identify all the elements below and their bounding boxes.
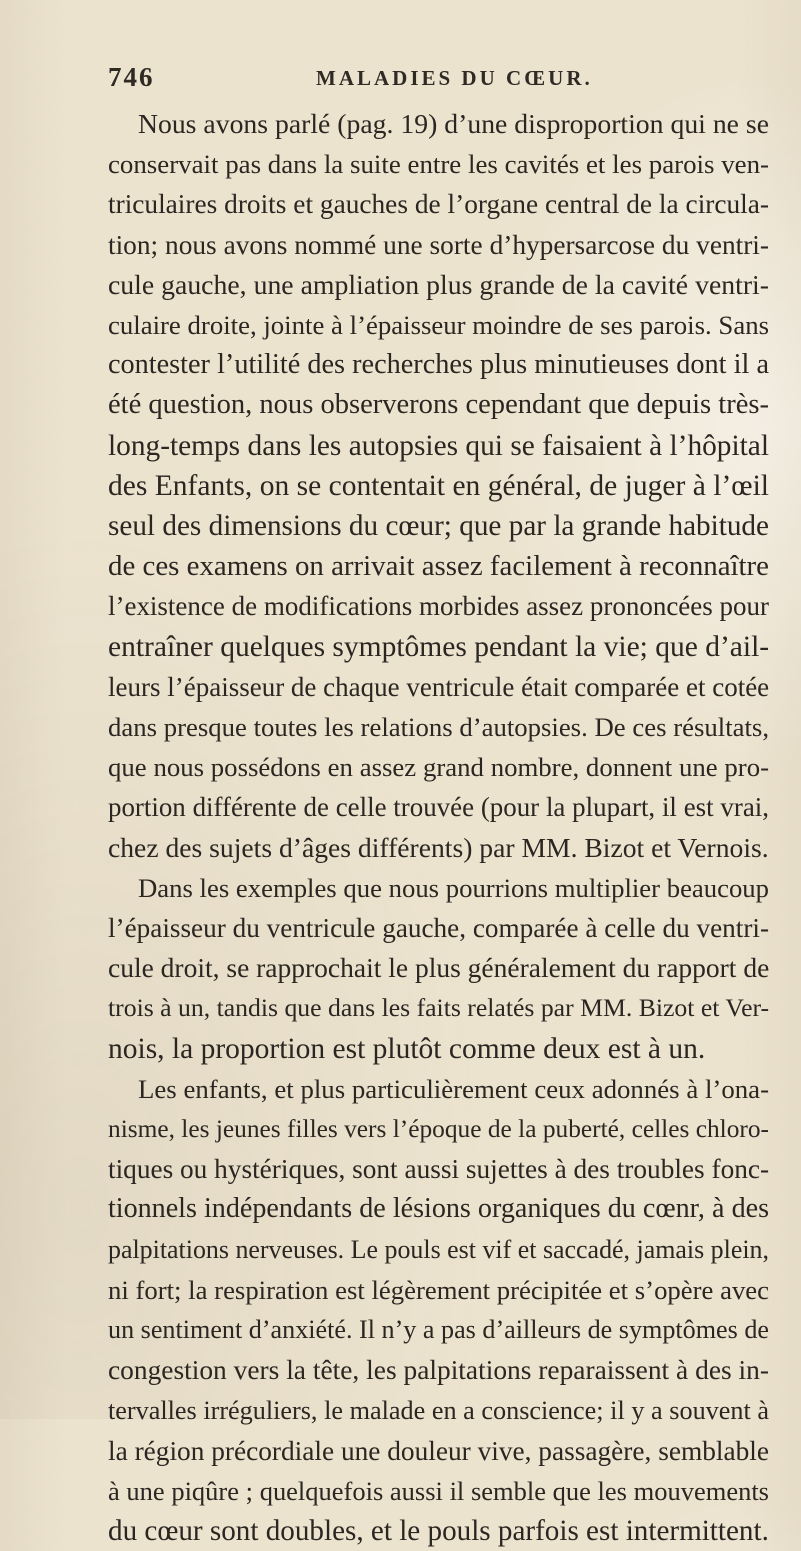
text-line: contester l’utilité des recherches plus minutieuses dont il a <box>108 349 769 381</box>
paragraph-2 <box>108 868 769 1069</box>
text-line: chez des sujets d’âges différents) par MM. Bizot et Vernois. <box>108 831 769 863</box>
text-line: Les enfants, et plus particulièrement ceux adonnés à l’ona- <box>138 1073 769 1104</box>
text-line: des Enfants, on se contentait en général, de juger à l’œil <box>108 469 769 502</box>
body-text <box>108 104 769 1551</box>
text-line: Nous avons parlé (pag. 19) d’une disproportion qui ne se <box>138 108 769 139</box>
running-head <box>108 62 769 102</box>
text-line: long-temps dans les autopsies qui se faisaient à l’hôpital <box>108 429 769 462</box>
text-line: palpitations nerveuses. Le pouls est vif et saccadé, jamais plein, <box>108 1234 769 1264</box>
text-line: cule droit, se rapprochait le plus généralement du rapport de <box>108 952 770 984</box>
text-line: portion différente de celle trouvée (pour la plupart, il est vrai, <box>108 792 769 823</box>
text-line: tervalles irréguliers, le malade en a conscience; il y a souvent à <box>108 1395 769 1425</box>
text-line: trois à un, tandis que dans les faits relatés par MM. Bizot et Ver- <box>108 993 770 1023</box>
running-title: MALADIES DU CŒUR. <box>316 66 593 90</box>
text-line: culaire droite, jointe à l’épaisseur moindre de ses parois. Sans <box>108 310 769 341</box>
page-number: 746 <box>108 62 155 92</box>
text-line: l’existence de modifications morbides assez prononcées pour <box>108 591 769 622</box>
text-line: tion; nous avons nommé une sorte d’hypersarcose du ventri- <box>108 229 769 260</box>
text-line: de ces examens on arrivait assez facilement à reconnaître <box>108 550 769 583</box>
text-line: leurs l’épaisseur de chaque ventricule était comparée et cotée <box>108 671 770 702</box>
text-line: l’épaisseur du ventricule gauche, comparée à celle du ventri- <box>108 913 769 944</box>
text-line: conservait pas dans la suite entre les cavités et les parois ven- <box>108 149 769 180</box>
text-line: ni fort; la respiration est légèrement précipitée et s’opère avec <box>108 1274 769 1305</box>
text-line: congestion vers la tête, les palpitations reparaissent à des in- <box>108 1355 769 1386</box>
text-line: été question, nous observerons cependant que depuis très- <box>108 389 769 421</box>
text-line: seul des dimensions du cœur; que par la grande habitude <box>108 510 769 543</box>
text-line: Dans les exemples que nous pourrions multiplier beaucoup <box>138 872 769 903</box>
text-line: un sentiment d’anxiété. Il n’y a pas d’ailleurs de symptômes de <box>108 1315 769 1345</box>
paragraph-1 <box>108 104 769 868</box>
text-line: tionnels indépendants de lésions organiques du cœnr, à des <box>108 1193 769 1225</box>
text-line: tiques ou hystériques, sont aussi sujettes à des troubles fonc- <box>108 1154 770 1185</box>
paragraph-3 <box>108 1069 769 1551</box>
text-line: la région précordiale une douleur vive, passagère, semblable <box>108 1435 769 1466</box>
text-line: dans presque toutes les relations d’autopsies. De ces résultats, <box>108 712 769 743</box>
text-line: entraîner quelques symptômes pendant la vie; que d’ail- <box>108 630 770 663</box>
text-line: du cœur sont doubles, et le pouls parfois est intermittent. <box>108 1515 769 1548</box>
text-line: nois, la proportion est plutôt comme deux est à un. <box>108 1032 706 1065</box>
text-line: que nous possédons en assez grand nombre, donnent une pro- <box>108 752 769 783</box>
text-line: nisme, les jeunes filles vers l’époque de la puberté, celles chloro- <box>108 1115 769 1144</box>
text-line: triculaires droits et gauches de l’organe central de la circula- <box>108 189 769 220</box>
text-line: cule gauche, une ampliation plus grande de la cavité ventri- <box>108 268 769 300</box>
text-line: à une piqûre ; quelquefois aussi il semble que les mouvements <box>108 1475 769 1506</box>
